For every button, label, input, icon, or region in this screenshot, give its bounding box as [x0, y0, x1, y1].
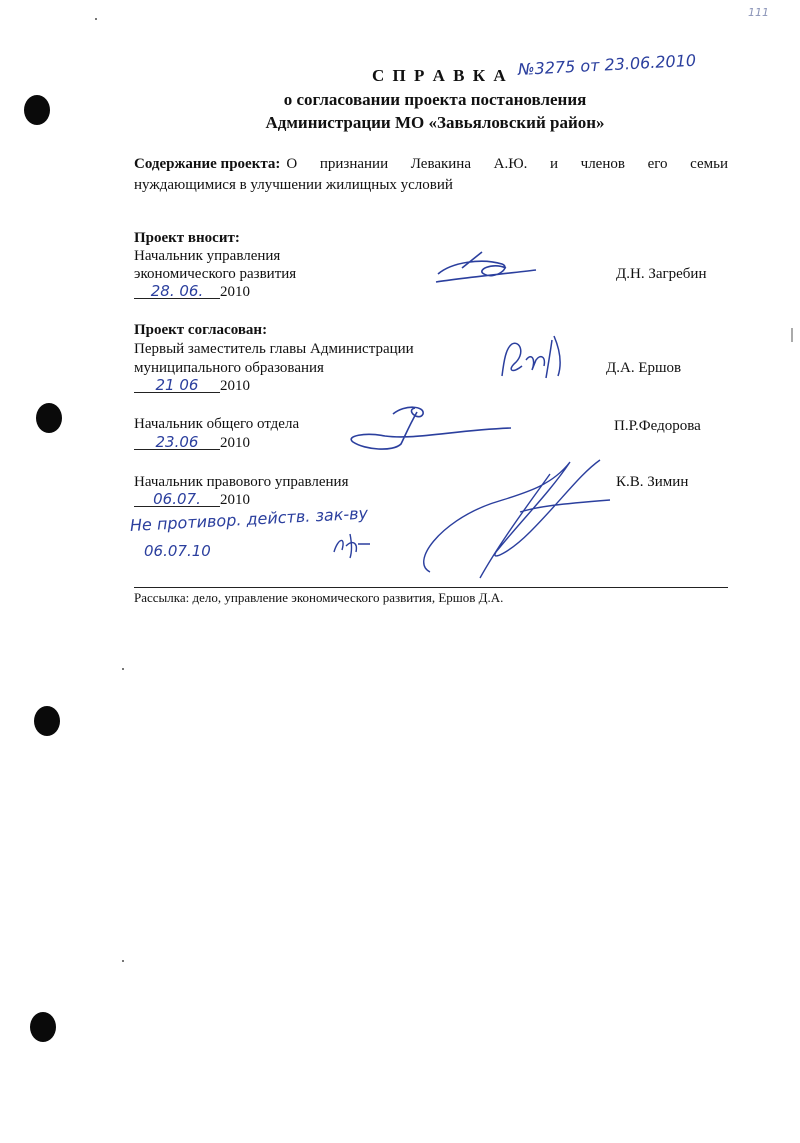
signature-zimin	[400, 452, 620, 582]
approver-3-date-line	[134, 492, 250, 509]
content-text-1: О признании Левакина А.Ю. и членов его семьи	[286, 156, 728, 172]
approver-1-date-handwritten: 21 06	[155, 376, 199, 394]
approver-3-position-1: Начальник правового управления	[134, 474, 349, 490]
document-title: С П Р А В К А	[372, 66, 508, 85]
corner-note: 111	[748, 6, 769, 19]
signature-zagrebin	[432, 244, 542, 292]
handwritten-legal-note-2: 06.07.10	[144, 542, 211, 560]
content-label: Содержание проекта:	[134, 156, 281, 172]
distribution-separator	[134, 587, 728, 588]
registration-note: №3275 от 23.06.2010	[517, 50, 697, 79]
approver-1-position-2: муниципального образования	[134, 360, 324, 376]
submitted-heading: Проект вносит:	[134, 230, 240, 246]
submitted-date-line	[134, 284, 250, 301]
submitted-position-1: Начальник управления	[134, 248, 281, 264]
signature-ershov	[492, 330, 582, 386]
approver-2-name: П.Р.Федорова	[614, 418, 701, 434]
approver-3-name: К.В. Зимин	[616, 474, 689, 490]
document-subtitle-2: Администрации МО «Завьяловский район»	[265, 113, 605, 132]
approver-2-date-handwritten: 23.06	[155, 433, 199, 451]
document-subtitle-1: о согласовании проекта постановления	[283, 90, 587, 109]
approver-1-position-1: Первый заместитель главы Администрации	[134, 341, 414, 357]
submitted-name: Д.Н. Загребин	[616, 266, 707, 282]
binder-hole-4	[30, 1012, 56, 1042]
submitted-year: 2010	[220, 284, 250, 300]
approver-1-name: Д.А. Ершов	[606, 360, 682, 376]
scan-edge-mark	[791, 328, 793, 342]
scan-speck	[122, 960, 124, 962]
approver-2-year: 2010	[220, 435, 250, 451]
approver-1-year: 2010	[220, 378, 250, 394]
signature-fedorova	[345, 400, 515, 456]
approved-heading: Проект согласован:	[134, 322, 268, 338]
distribution-list: Рассылка: дело, управление экономического развития, Ершов Д.А.	[134, 590, 504, 605]
content-block	[134, 154, 728, 196]
content-text-2: нуждающимися в улучшении жилищных условий	[134, 177, 453, 193]
approver-3-year: 2010	[220, 492, 250, 508]
binder-hole-3	[34, 706, 60, 736]
submitted-date-handwritten: 28. 06.	[150, 282, 204, 300]
approver-1-date-line	[134, 378, 250, 395]
submitted-position-2: экономического развития	[134, 266, 297, 282]
scan-speck	[122, 668, 124, 670]
approver-2-position-1: Начальник общего отдела	[134, 416, 300, 432]
approver-2-date-line	[134, 435, 250, 452]
binder-hole-2	[36, 403, 62, 433]
approver-3-date-handwritten: 06.07.	[153, 490, 201, 508]
signature-initials	[328, 530, 374, 560]
scan-speck	[95, 18, 97, 20]
handwritten-legal-note-1: Не противор. действ. зак-ву	[129, 503, 369, 535]
